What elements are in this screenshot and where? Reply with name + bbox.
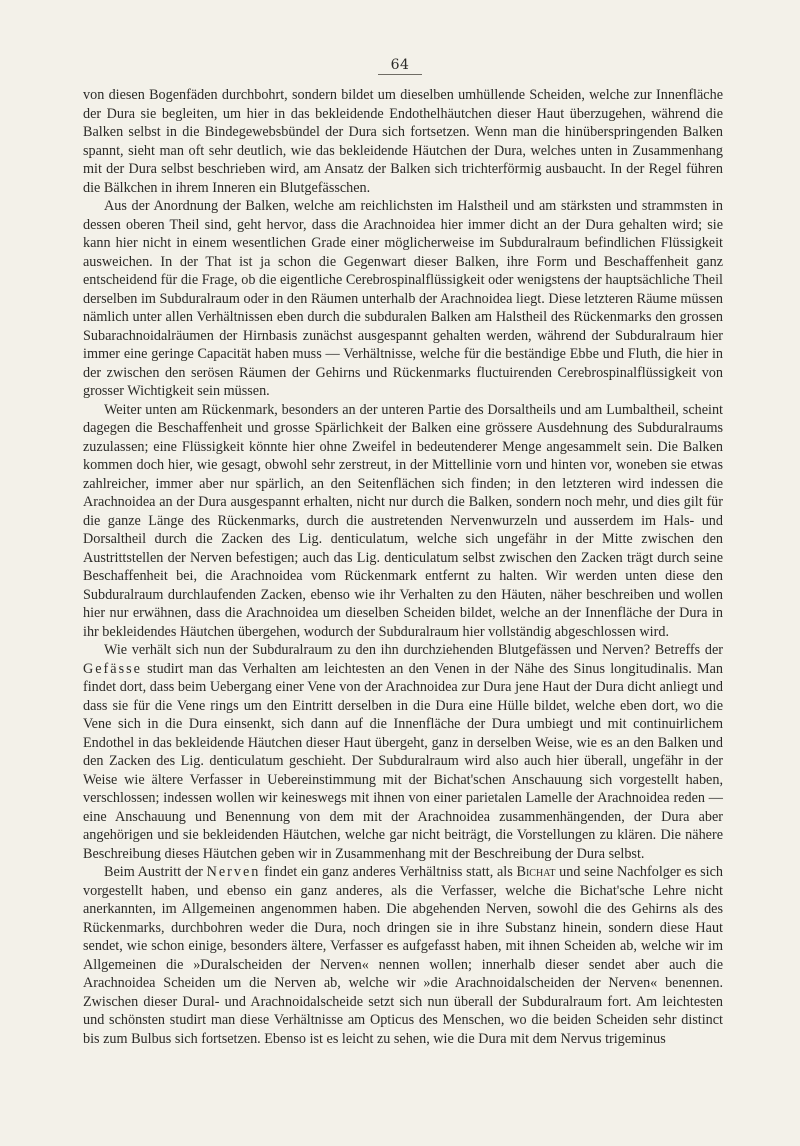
paragraph-4-text-before: Wie verhält sich nun der Subduralraum zu den ihn durchziehenden Blutgefässen und Nerven? Betreffs der [104,642,723,658]
paragraph-5-spaced-term: Nerven [206,864,261,880]
body-text [83,86,723,1048]
paragraph-5-text-before: Beim Austritt der [104,864,207,880]
paragraph-5-text-middle: findet ein ganz anderes Verhältniss statt, als [260,864,517,880]
paragraph-4-text-after: studirt man das Verhalten am leichtesten an den Venen in der Nähe des Sinus longitudinalis. Man findet dort, dass beim Uebergang einer Vene von der Arachnoidea zur Dura jene Haut der Dura dicht anliegt und dass sie für die Vene rings um den Eintritt derselben in die Dura eine Hülle bildet, welche eben dort, wo die Vene sich in die Dura einsenkt, sich dann auf die Innenfläche der Dura umbiegt und mit continuirlichem Endothel in das bekleidende Häutchen dieser Haut übergeht, ganz in derselben Weise, wie es an den Balken und den Zacken des Lig. denticulatum geschieht. Der Subduralraum wird also auch hier überall, ungefähr in der Weise wie ältere Verfasser in Uebereinstimmung mit der Bichat'schen Anschauung sich vorgestellt haben, verschlossen; indessen wollen wir keineswegs mit ihnen von einer parietalen Lamelle der Arachnoidea reden — eine Anschauung und Benennung von dem mit der Arachnoidea zusammenhängenden, der Dura aber angehörigen und sie bekleidenden Häutchen, welche gar nicht beiträgt, die Vorstellungen zu klären. Die nähere Beschreibung dieses Häutchen geben wir in Zusammenhang mit der Beschreibung der Dura selbst. [83,660,723,862]
paragraph-1: von diesen Bogenfäden durchbohrt, sondern bildet um dieselben umhüllende Scheiden, welche zur Innenfläche der Dura sie begleiten, um hier in das bekleidende Endothelhäutchen dieser Haut überzugehen, während die Balken selbst in die Bindegewebsbündel der Dura sich fortsetzen. Wenn man die hinüberspringenden Balken spannt, sieht man oft sehr deutlich, wie das bekleidende Häutchen der Dura, welches unten in Zusammenhang mit der Dura selbst beschrieben wird, am Ansatz der Balken sich trichterförmig ausbaucht. In der Regel führen die Bälkchen in ihrem Inneren ein Blutgefässchen. [83,87,723,196]
paragraph-2: Aus der Anordnung der Balken, welche am reichlichsten im Halstheil und am stärksten und strammsten in dessen oberen Theil sind, geht hervor, dass die Arachnoidea hier immer dicht an der Dura gehalten wird; sie kann hier nicht in einem wesentlichen Grade einer möglicherweise im Subduralraum befindlichen Flüssigkeit ausweichen. In der That ist ja schon die Gegenwart dieser Balken, ihre Form und Beschaffenheit ganz entscheidend für die Frage, ob die eigentliche Cerebrospinalflüssigkeit oder wenigstens der hauptsächliche Theil derselben im Subduralraum oder in den Räumen unterhalb der Arachnoidea liegt. Diese letzteren Räume müssen nämlich unter allen Verhältnissen eben durch die subduralen Balken am Halstheil des Rückenmarks den grossen Subarachnoidalräumen der Hirnbasis zunächst ausgespannt gehalten werden, während der Subduralraum hier immer eine geringe Capacität haben muss — Verhältnisse, welche für die beständige Ebbe und Fluth, die hier in der zwischen den serösen Räumen der Gehirns und Rückenmarks fluctuirenden Cerebrospinalflüssigkeit von grosser Wichtigkeit sein müssen. [83,198,723,399]
paragraph-5-author-name: Bichat [516,864,556,880]
page-number: 64 [390,57,410,73]
paragraph-5-text-after: und seine Nachfolger es sich vorgestellt haben, und ebenso ein ganz anderes, als die Verfasser, welche die Bichat'sche Lehre nicht anerkannten, im Allgemeinen angenommen haben. Die abgehenden Nerven, sowohl die des Gehirns als des Rückenmarks, durchbohren weder die Dura, noch dringen sie in ihre Substanz hinein, sondern diese Haut sendet, wie schon einige, besonders ältere, Verfasser es aufgefasst haben, mit ihnen Scheiden ab, welche wir im Allgemeinen die »Duralscheiden der Nerven« nennen wollen; innerhalb dieser sendet aber auch die Arachnoidea Scheiden um die Nerven ab, welche wir »die Arachnoidalscheiden der Nerven« benennen. Zwischen dieser Dural- und Arachnoidalscheide setzt sich nun überall der Subduralraum fort. Am leichtesten und schönsten studirt man diese Verhältnisse am Opticus des Menschen, wo die beiden Scheiden sehr distinct bis zum Bulbus sich fortsetzen. Ebenso ist es leicht zu sehen, wie die Dura mit dem Nervus trigeminus [83,864,724,1047]
page-number-rule [378,74,422,75]
paragraph-4-spaced-term: Gefässe [83,660,142,677]
paragraph-4 [83,641,723,863]
paragraph-3: Weiter unten am Rückenmark, besonders an der unteren Partie des Dorsaltheils und am Lumbaltheil, scheint dagegen die Beschaffenheit und grosse Spärlichkeit der Balken eine grössere Ausdehnung des Subduralraums zuzulassen; eine Flüssigkeit könnte hier ohne Zweifel in bedeutenderer Menge angesammelt sein. Die Balken kommen doch hier, wie gesagt, obwohl sehr zerstreut, in der Mittellinie vorn und hinten vor, woneben sie etwas zahlreicher, immer aber nur spärlich, an den Seitenflächen sich finden; in den letzteren wird indessen die Arachnoidea an der Dura ausgespannt erhalten, nicht nur durch die Balken, sondern noch mehr, und dies gilt für die ganze Länge des Rückenmarks, durch die austretenden Nervenwurzeln und ausserdem im Hals- und Dorsaltheil durch die Zacken des Lig. denticulatum, welche sich ungefähr in der Mitte zwischen den Austrittstellen der Nerven befestigen; auch das Lig. denticulatum selbst zwischen den Zacken trägt durch seine Beschaffenheit bei, die Arachnoidea vom Rückenmark entfernt zu halten. Wir werden unten diese den Subduralraum durchlaufenden Zacken, ebenso wie ihr Verhalten zu den Häuten, näher beschreiben und wollen hier nur erwähnen, dass die Arachnoidea um dieselben Scheiden bildet, welche an der Innenfläche der Dura in ihr bekleidendes Häutchen übergehen, wodurch der Subduralraum hier vollständig abgeschlossen wird. [83,401,723,640]
paragraph-5 [83,863,723,1048]
